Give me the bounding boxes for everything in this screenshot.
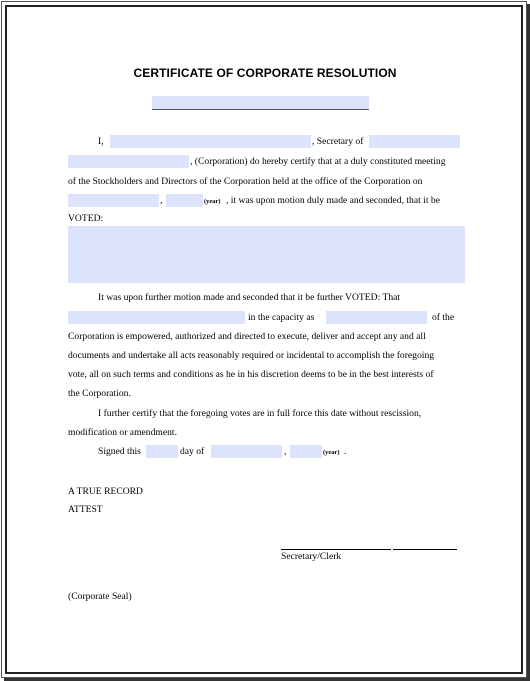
text-of-the: of the: [432, 312, 455, 323]
text-para2-line6: the Corporation.: [68, 388, 131, 399]
signature-line-extension: [393, 549, 457, 550]
text-para1-line3: of the Stockholders and Directors of the Corporation held at the office of the Corporation on: [68, 176, 423, 187]
text-motion: , it was upon motion duly made and seconded, that it be: [226, 195, 440, 206]
signed-month-field[interactable]: [211, 445, 282, 458]
corporation-field[interactable]: [68, 155, 189, 168]
text-true-record: A TRUE RECORD: [68, 486, 143, 497]
secretary-name-field[interactable]: [110, 135, 311, 148]
text-para2-line1: It was upon further motion made and seconded that it be further VOTED: That: [98, 292, 401, 303]
text-comma-1: ,: [160, 195, 163, 206]
text-secretary-of: , Secretary of: [312, 136, 364, 147]
capacity-field[interactable]: [326, 311, 427, 324]
text-para3-line1: I further certify that the foregoing votes are in full force this date without rescission,: [98, 408, 422, 419]
text-para3-line2: modification or amendment.: [68, 427, 177, 438]
text-year-2: (year): [323, 449, 340, 456]
corporation-name-field[interactable]: [152, 96, 369, 110]
text-capacity: in the capacity as: [248, 312, 315, 323]
text-year-1: (year): [204, 198, 221, 205]
signature-line[interactable]: [281, 549, 391, 550]
text-period: .: [344, 446, 347, 457]
text-para2-line4: documents and undertake all acts reasonably required or incidental to accomplish the foregoing: [68, 350, 435, 361]
meeting-date-field[interactable]: [68, 194, 159, 207]
signed-year-field[interactable]: [290, 445, 322, 458]
text-day-of: day of: [180, 446, 205, 457]
text-comma-2: ,: [284, 446, 287, 457]
resolution-text-area[interactable]: [68, 226, 465, 283]
corporate-seal-label: (Corporate Seal): [68, 591, 132, 602]
authorized-person-field[interactable]: [68, 311, 245, 324]
signature-label: Secretary/Clerk: [281, 551, 342, 562]
text-i: I,: [98, 136, 104, 147]
meeting-year-field[interactable]: [166, 194, 203, 207]
document-title: CERTIFICATE OF CORPORATE RESOLUTION: [133, 66, 397, 80]
text-corp-certify: , (Corporation) do hereby certify that at a duly constituted meeting: [190, 156, 446, 167]
text-attest: ATTEST: [68, 504, 103, 515]
secretary-of-field[interactable]: [369, 135, 460, 148]
text-para2-line5: vote, all on such terms and conditions as he in his discretion deems to be in the best interests of: [68, 369, 434, 380]
signed-day-field[interactable]: [146, 445, 178, 458]
text-para2-line3: Corporation is empowered, authorized and directed to execute, deliver and accept any and all: [68, 331, 426, 342]
text-signed-this: Signed this: [98, 446, 141, 457]
text-voted: VOTED:: [68, 213, 104, 224]
